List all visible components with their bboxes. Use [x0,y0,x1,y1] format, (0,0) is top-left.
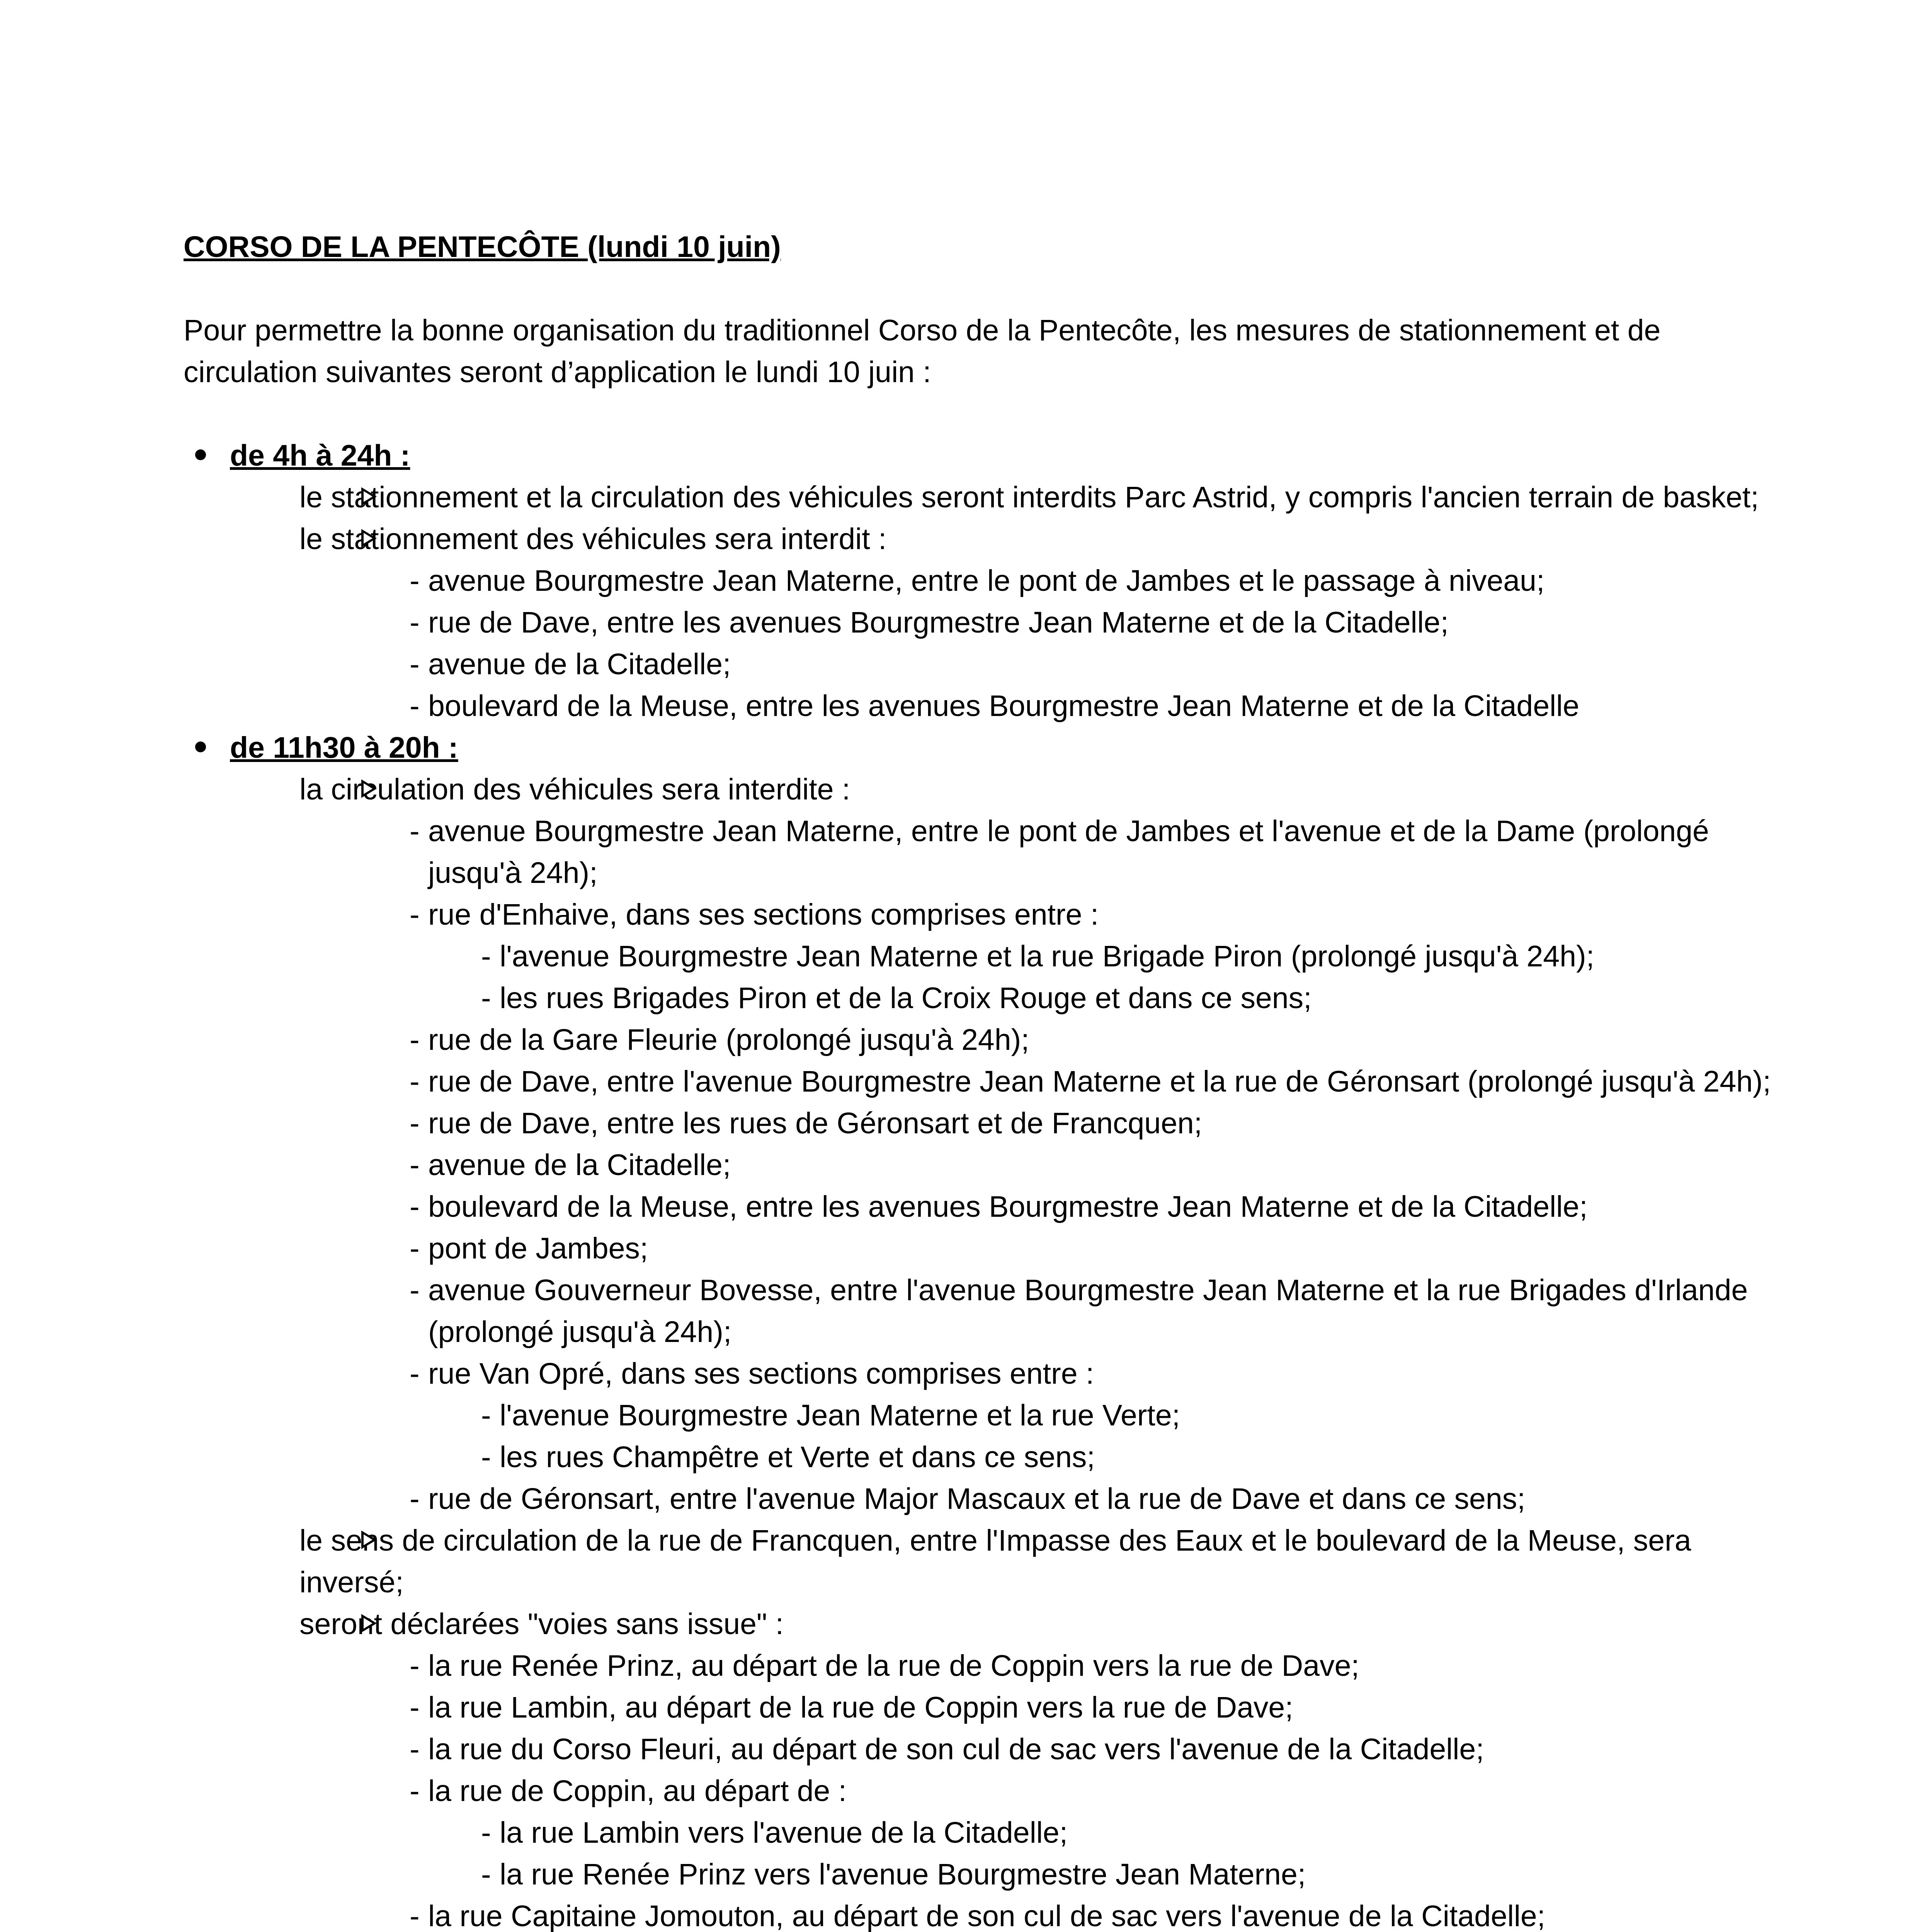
street-text: jusqu'à 24h); [428,856,598,889]
document-body [184,226,1806,1932]
street-item [410,602,1806,643]
dash-marker: - [410,648,420,681]
document-title: CORSO DE LA PENTECÔTE (lundi 10 juin) [184,230,781,264]
dash-marker: - [410,1023,420,1056]
dash-marker: - [410,1232,420,1265]
period-heading-label: de 4h à 24h : [230,439,410,472]
street-subitem [481,1812,1806,1854]
street-item [410,685,1806,727]
street-text: la rue Renée Prinz, au départ de la rue de Coppin vers la rue de Dave; [428,1649,1359,1682]
measure-text: inversé; [299,1566,404,1599]
period-heading [230,727,1806,769]
period-section [184,727,1806,1932]
dash-marker: - [410,1691,420,1724]
bullet-dot-icon [195,449,206,460]
measure-text: seront déclarées "voies sans issue" : [299,1607,784,1641]
street-subitem-text: la rue Lambin vers l'avenue de la Citadelle; [500,1816,1068,1849]
street-text: la rue de Coppin, au départ de : [428,1774,847,1808]
street-text: rue d'Enhaive, dans ses sections comprises entre : [428,898,1099,931]
dash-marker: - [410,1107,420,1140]
street-subitem-text: l'avenue Bourgmestre Jean Materne et la rue Brigade Piron (prolongé jusqu'à 24h); [500,940,1595,973]
dash-marker: - [410,1774,420,1808]
street-text: rue de Dave, entre les rues de Géronsart et de Francquen; [428,1107,1203,1140]
intro-paragraph [184,310,1806,393]
period-heading-label: de 11h30 à 20h : [230,731,458,764]
street-item [410,1144,1806,1186]
dash-marker: - [410,1148,420,1182]
street-item [410,1895,1806,1932]
street-text: rue de Dave, entre les avenues Bourgmestre Jean Materne et de la Citadelle; [428,606,1449,639]
intro-line: circulation suivantes seront d’application le lundi 10 juin : [184,355,931,389]
dash-marker: - [481,1399,491,1432]
measure-text: le sens de circulation de la rue de Francquen, entre l'Impasse des Eaux et le boulevard de la Meuse, sera [299,1524,1691,1557]
triangle-bullet-icon [361,487,377,506]
street-text: la rue du Corso Fleuri, au départ de son cul de sac vers l'avenue de la Citadelle; [428,1733,1484,1766]
street-item [410,1353,1806,1395]
measure-item [184,769,1806,1520]
periods-list [184,435,1806,1932]
dash-marker: - [481,1858,491,1891]
dash-marker: - [410,1190,420,1223]
street-subitem-text: les rues Champêtre et Verte et dans ce sens; [500,1440,1095,1474]
street-text: boulevard de la Meuse, entre les avenues Bourgmestre Jean Materne et de la Citadelle [428,689,1580,723]
street-item [410,1019,1806,1061]
street-text: rue de Géronsart, entre l'avenue Major Mascaux et la rue de Dave et dans ce sens; [428,1482,1526,1515]
dash-marker: - [410,1065,420,1098]
measure-text: le stationnement des véhicules sera interdit : [299,522,887,556]
street-item [410,894,1806,935]
street-subitem [481,1395,1806,1436]
dash-marker: - [410,1482,420,1515]
dash-marker: - [410,1649,420,1682]
street-item [410,1186,1806,1228]
street-item [410,1728,1806,1770]
street-item [410,1269,1806,1353]
street-subitem-text: la rue Renée Prinz vers l'avenue Bourgmestre Jean Materne; [500,1858,1306,1891]
street-text: avenue Bourgmestre Jean Materne, entre le pont de Jambes et le passage à niveau; [428,564,1545,597]
street-text: avenue de la Citadelle; [428,1148,731,1182]
street-text: la rue Capitaine Jomouton, au départ de son cul de sac vers l'avenue de la Citadelle; [428,1900,1546,1932]
dash-marker: - [410,1900,420,1932]
street-subitem-text: l'avenue Bourgmestre Jean Materne et la rue Verte; [500,1399,1180,1432]
street-item [410,1478,1806,1520]
street-text: rue Van Opré, dans ses sections comprises entre : [428,1357,1094,1390]
street-item [410,1645,1806,1687]
street-text: avenue de la Citadelle; [428,648,731,681]
street-subitem [481,935,1806,977]
triangle-bullet-icon [361,1614,377,1633]
street-subitem [481,1854,1806,1895]
dash-marker: - [410,1733,420,1766]
dash-marker: - [481,981,491,1015]
street-item [410,1061,1806,1102]
street-text: avenue Bourgmestre Jean Materne, entre le pont de Jambes et l'avenue et de la Dame (prolongé [428,815,1709,848]
street-subitem-text: les rues Brigades Piron et de la Croix Rouge et dans ce sens; [500,981,1312,1015]
street-text: rue de la Gare Fleurie (prolongé jusqu'à 24h); [428,1023,1029,1056]
intro-line: Pour permettre la bonne organisation du traditionnel Corso de la Pentecôte, les mesures de stationnement et de [184,314,1661,347]
street-item [410,1228,1806,1269]
dash-marker: - [410,898,420,931]
street-item [410,560,1806,602]
dash-marker: - [481,1440,491,1474]
dash-marker: - [410,689,420,723]
measure-item [184,1603,1806,1932]
triangle-bullet-icon [361,779,377,798]
street-item [410,1102,1806,1144]
street-item [410,1687,1806,1728]
street-subitem [481,977,1806,1019]
measure-item [184,1520,1806,1603]
triangle-bullet-icon [361,529,377,548]
street-text: avenue Gouverneur Bovesse, entre l'avenue Bourgmestre Jean Materne et la rue Brigades d'Irlande [428,1274,1748,1307]
street-text: la rue Lambin, au départ de la rue de Coppin vers la rue de Dave; [428,1691,1293,1724]
dash-marker: - [410,564,420,597]
dash-marker: - [410,1357,420,1390]
dash-marker: - [410,606,420,639]
triangle-bullet-icon [361,1531,377,1549]
bullet-dot-icon [195,742,206,752]
dash-marker: - [410,1274,420,1307]
street-item [410,810,1806,894]
street-item [410,643,1806,685]
street-text: (prolongé jusqu'à 24h); [428,1315,732,1349]
measure-item [184,476,1806,518]
period-heading [230,435,1806,476]
measure-text: la circulation des véhicules sera interdite : [299,773,850,806]
street-text: pont de Jambes; [428,1232,648,1265]
measure-item [184,518,1806,727]
period-section [184,435,1806,727]
street-text: rue de Dave, entre l'avenue Bourgmestre Jean Materne et la rue de Géronsart (prolongé jusqu'à 24h); [428,1065,1771,1098]
dash-marker: - [481,940,491,973]
dash-marker: - [481,1816,491,1849]
measure-text: le stationnement et la circulation des véhicules seront interdits Parc Astrid, y compris l'ancien terrain de basket; [299,481,1759,514]
street-subitem [481,1436,1806,1478]
street-text: boulevard de la Meuse, entre les avenues Bourgmestre Jean Materne et de la Citadelle; [428,1190,1588,1223]
street-item [410,1770,1806,1812]
dash-marker: - [410,815,420,848]
